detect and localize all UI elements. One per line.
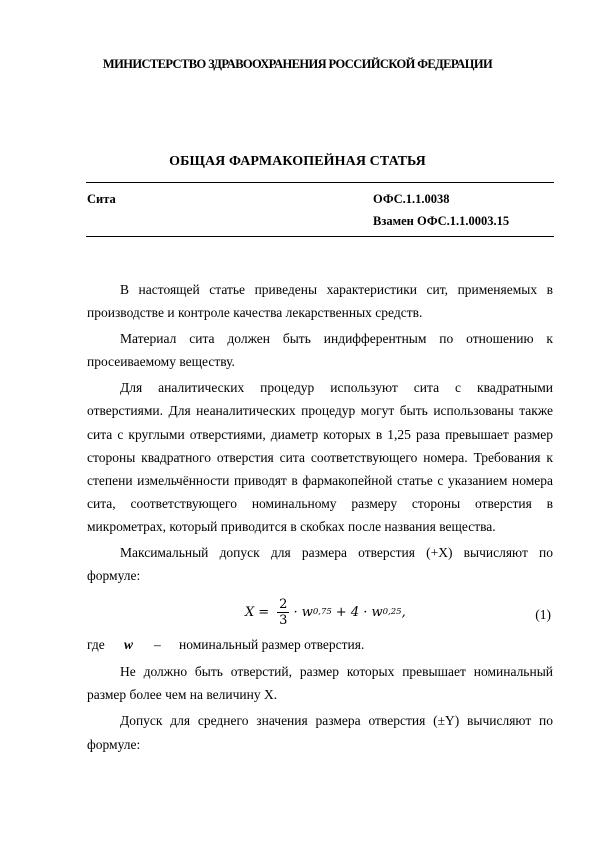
fraction-numerator: 2: [279, 597, 288, 613]
article-body: [87, 278, 553, 756]
equation-number: (1): [535, 607, 551, 623]
formula-term1: · w: [293, 605, 313, 621]
top-divider: [86, 182, 554, 183]
fraction-denominator: 3: [279, 613, 288, 629]
paragraph: Для аналитических процедур используют сита с квадратными отверстиями. Для неаналитических процедур могут быть использованы также сита с круглыми отверстиями, диаметр которых в 1,25 раза превышает размер стороны квадратного отверстия сита соответствующего номера. Требования к степени измельчённости приводят в фармакопейной статье с указанием номера сита, соответствующего номинальному размеру стороны отверстия в микрометрах, который приводится в скобках после названия вещества.: [87, 380, 553, 534]
formula-row: [87, 591, 553, 633]
article-code: ОФС.1.1.0038: [373, 192, 450, 206]
replaces-code: Взамен ОФС.1.1.0003.15: [373, 214, 510, 228]
paragraph: Максимальный допуск для размера отверстия (+X) вычисляют по формуле:: [87, 545, 553, 584]
formula: [245, 597, 406, 628]
ministry-header: МИНИСТЕРСТВО ЗДРАВООХРАНЕНИЯ РОССИЙСКОЙ ФЕДЕРАЦИИ: [102, 57, 493, 71]
paragraph: В настоящей статье приведены характеристики сит, применяемых в производстве и контроле качества лекарственных средств.: [87, 282, 553, 321]
formula-tail: ,: [401, 605, 406, 621]
where-clause: [87, 633, 553, 657]
formula-term2-exponent: 0,25: [382, 607, 402, 618]
where-label: где: [87, 637, 105, 653]
formula-term2: + 4 · w: [335, 605, 383, 621]
formula-equals: =: [258, 605, 270, 621]
formula-fraction: [277, 597, 289, 628]
where-symbol: w: [124, 637, 134, 653]
paragraph: Допуск для среднего значения размера отверстия (±Y) вычисляют по формуле:: [87, 713, 553, 752]
article-name: Сита: [87, 192, 116, 206]
formula-term1-exponent: 0,75: [312, 607, 332, 618]
paragraph: Материал сита должен быть индифферентным по отношению к просеиваемому веществу.: [87, 331, 553, 370]
where-dash: –: [154, 637, 161, 653]
bottom-divider: [86, 236, 554, 237]
paragraph: Не должно быть отверстий, размер которых превышает номинальный размер более чем на величину X.: [87, 664, 553, 703]
document-title: ОБЩАЯ ФАРМАКОПЕЙНАЯ СТАТЬЯ: [169, 154, 426, 169]
formula-lhs: X: [245, 605, 255, 621]
where-description: номинальный размер отверстия.: [179, 637, 365, 653]
